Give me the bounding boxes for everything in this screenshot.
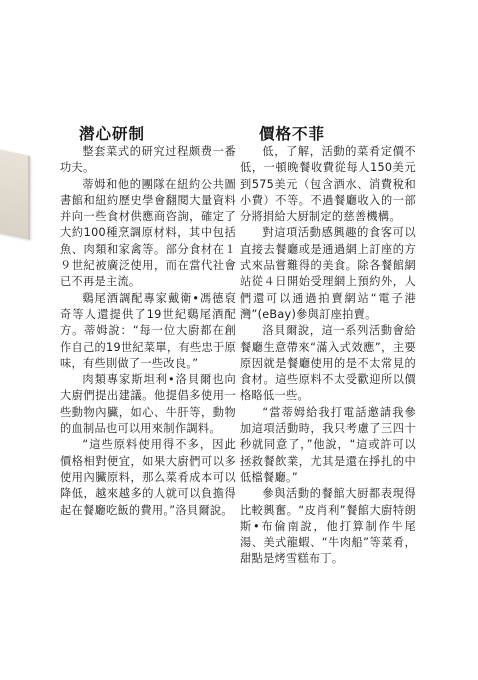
paragraph: 對這項活動感興趣的食客可以直接去餐廳或是通過網上訂座的方式來品嘗難得的美食。除各餐館網站從４日開始受理網上預約外，人們還可以通過拍賣網站“電子港灣”(eBay)參與訂座拍賣。 xyxy=(240,226,416,321)
paragraph: “這些原料使用得不多，因此價格相對便宜，如果大廚們可以多使用內臟原料，那么菜肴成本可以降低，越來越多的人就可以負擔得起在餐廳吃飯的費用。”洛貝爾說。 xyxy=(60,438,236,517)
paragraph: 蒂姆和他的團隊在紐約公共圖書館和紐約歷史學會翻閱大量資料并向一些食材供應商咨詢，確定了大約100種烹調原材料，其中包括魚、肉類和家禽等。部分食材在１９世紀被廣泛使用，而在當代社會已不再是主流。 xyxy=(60,177,236,289)
paragraph: 鷄尾酒調配專家戴衛•馮德裒奇等人還提供了19世紀鷄尾酒配方。蒂姆說：“每一位大廚都在創作自己的19世紀菜單，有些忠于原味，有些則做了一些改良。” xyxy=(60,291,236,370)
section-title-right: 價格不菲 xyxy=(259,125,326,143)
paragraph: 整套菜式的研究过程颇费一番功夫。 xyxy=(60,145,236,175)
photo-corner xyxy=(0,148,30,240)
paragraph: 洛貝爾說，這一系列活動會給餐廳生意帶來“滿入式效應”，主要原因就是餐廳使用的是不太常見的食材。這些原料不太受歡迎所以價格略低一些。 xyxy=(240,324,416,403)
section-title-left: 潜心研制 xyxy=(79,125,146,143)
right-column xyxy=(240,124,416,568)
paragraph: “當蒂姆給我打電話邀請我參加這項活動時，我只考慮了三四十秒就同意了，”他說，“這或許可以拯救餐飲業，尤其是還在掙扎的中低檔餐廳。” xyxy=(240,405,416,484)
left-column xyxy=(60,124,236,519)
paragraph: 低，了解，活動的菜肴定價不低，一頓晚餐收費從每人150美元到575美元（包含酒水、消費稅和小費）不等。不過餐廳收入的一部分將捐給大厨制定的慈善機構。 xyxy=(240,145,416,224)
paragraph: 參與活動的餐館大厨都表現得比較興奮。“皮肖利”餐館大廚特朗斯•布倫南說，他打算制作牛尾湯、美式龍蝦、“牛肉船”等菜肴，甜點是烤雪糕布丁。 xyxy=(240,487,416,566)
paragraph: 肉類專家斯坦利•洛貝爾也向大廚們提出建議。他提倡多使用一些動物內臟，如心、牛肝等，動物的血制品也可以用來制作調料。 xyxy=(60,373,236,436)
